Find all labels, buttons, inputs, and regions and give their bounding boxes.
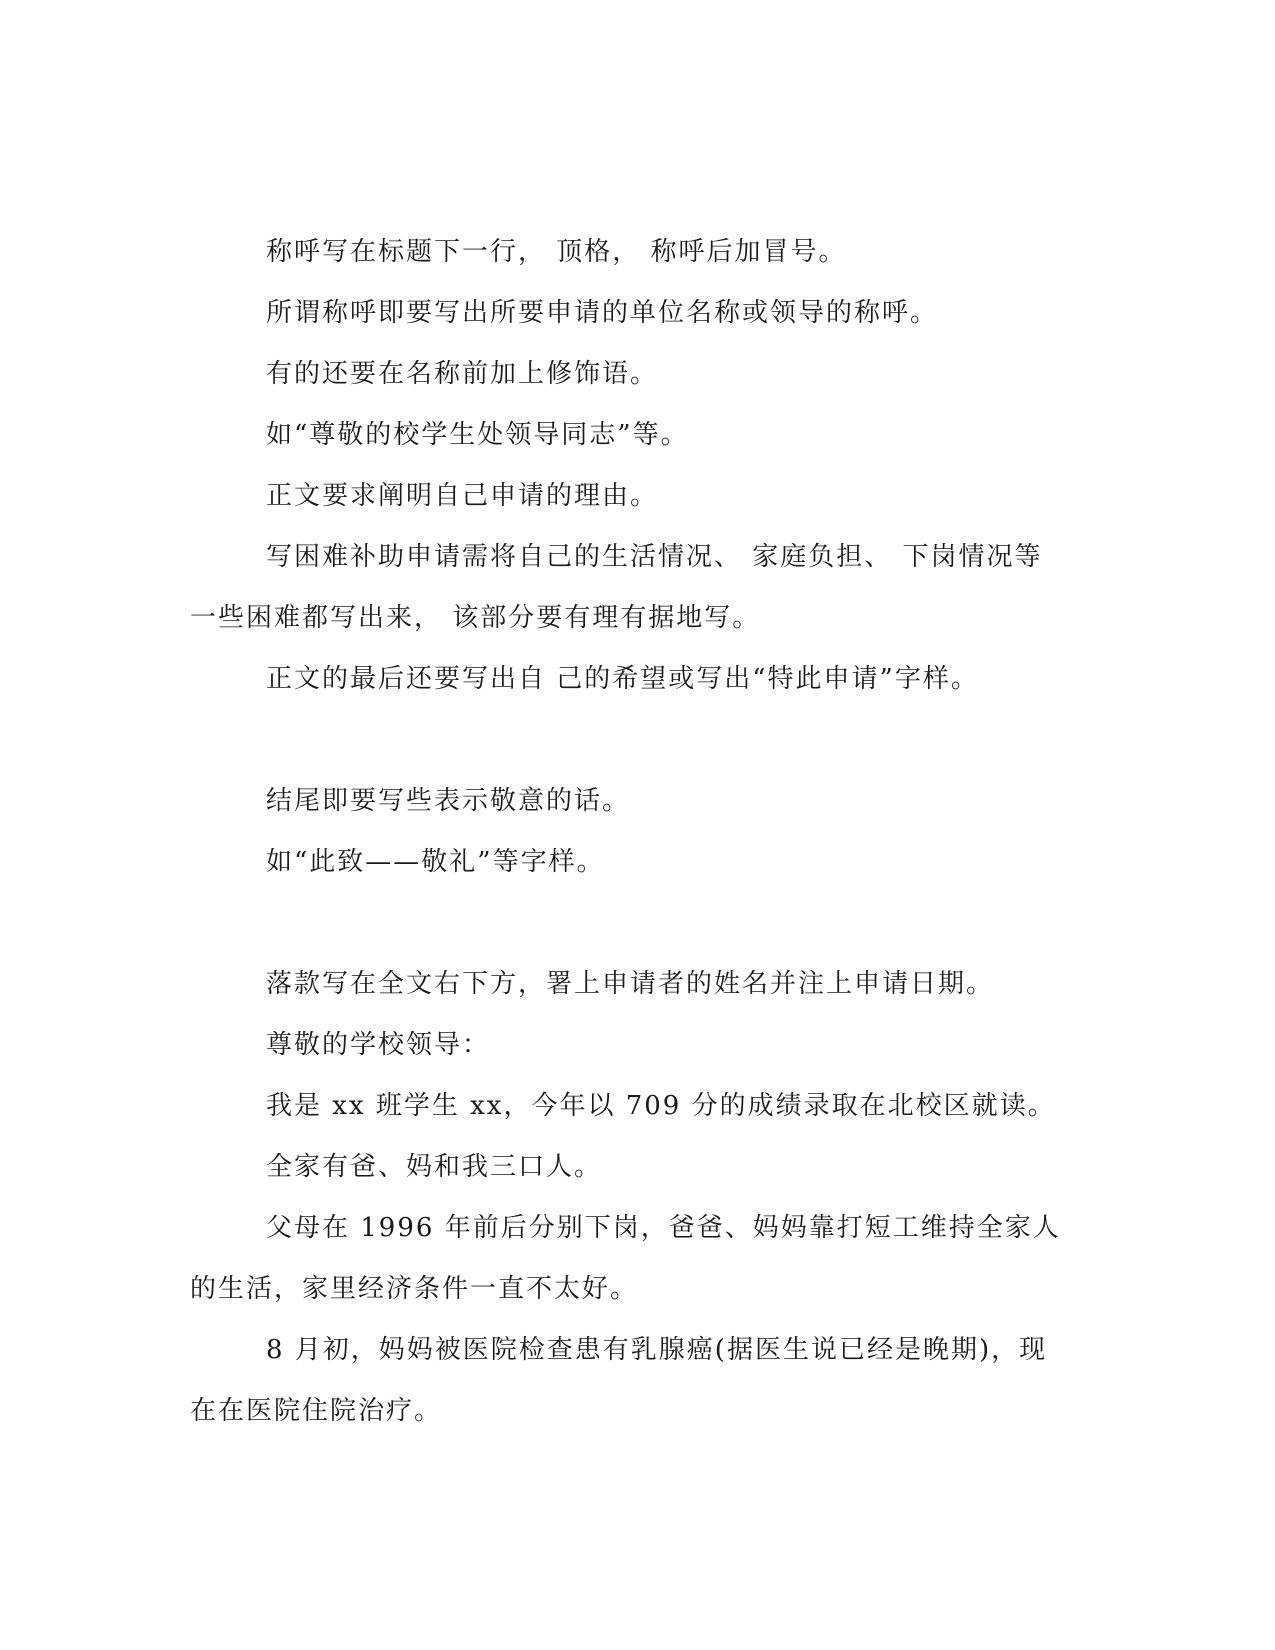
- paragraph-ending-example: 如“此致——敬礼”等字样。: [266, 847, 605, 877]
- paragraph-body-reason: 正文要求阐明自己申请的理由。: [266, 481, 659, 511]
- paragraph-salutation-meaning: 所谓称呼即要写出所要申请的单位名称或领导的称呼。: [266, 298, 939, 328]
- paragraph-modifier: 有的还要在名称前加上修饰语。: [266, 359, 659, 389]
- document-body: [190, 222, 1062, 1442]
- paragraph-ending-rule: 结尾即要写些表示敬意的话。: [266, 786, 631, 816]
- letter-parents: 父母在 1996 年前后分别下岗，爸爸、妈妈靠打短工维持全家人的生活，家里经济条件一直不太好。: [190, 1213, 1061, 1304]
- letter-intro: 我是 xx 班学生 xx，今年以 709 分的成绩录取在北校区就读。: [266, 1091, 1056, 1121]
- letter-family: 全家有爸、妈和我三口人。: [266, 1152, 603, 1182]
- paragraph-body-closing: 正文的最后还要写出自 己的希望或写出“特此申请”字样。: [266, 664, 979, 694]
- letter-mother-illness: 8 月初，妈妈被医院检查患有乳腺癌(据医生说已经是晚期)，现在在医院住院治疗。: [190, 1335, 1048, 1426]
- paragraph-salutation-rule: 称呼写在标题下一行， 顶格， 称呼后加冒号。: [266, 237, 847, 267]
- paragraph-spacer: [190, 710, 1062, 771]
- paragraph-body-details: 写困难补助申请需将自己的生活情况、 家庭负担、 下岗情况等一些困难都写出来， 该部分要有理有据地写。: [190, 542, 1043, 633]
- letter-salutation: 尊敬的学校领导：: [266, 1030, 491, 1060]
- paragraph-signature-rule: 落款写在全文右下方，署上申请者的姓名并注上申请日期。: [266, 969, 995, 999]
- paragraph-modifier-example: 如“尊敬的校学生处领导同志”等。: [266, 420, 689, 450]
- paragraph-spacer: [190, 893, 1062, 954]
